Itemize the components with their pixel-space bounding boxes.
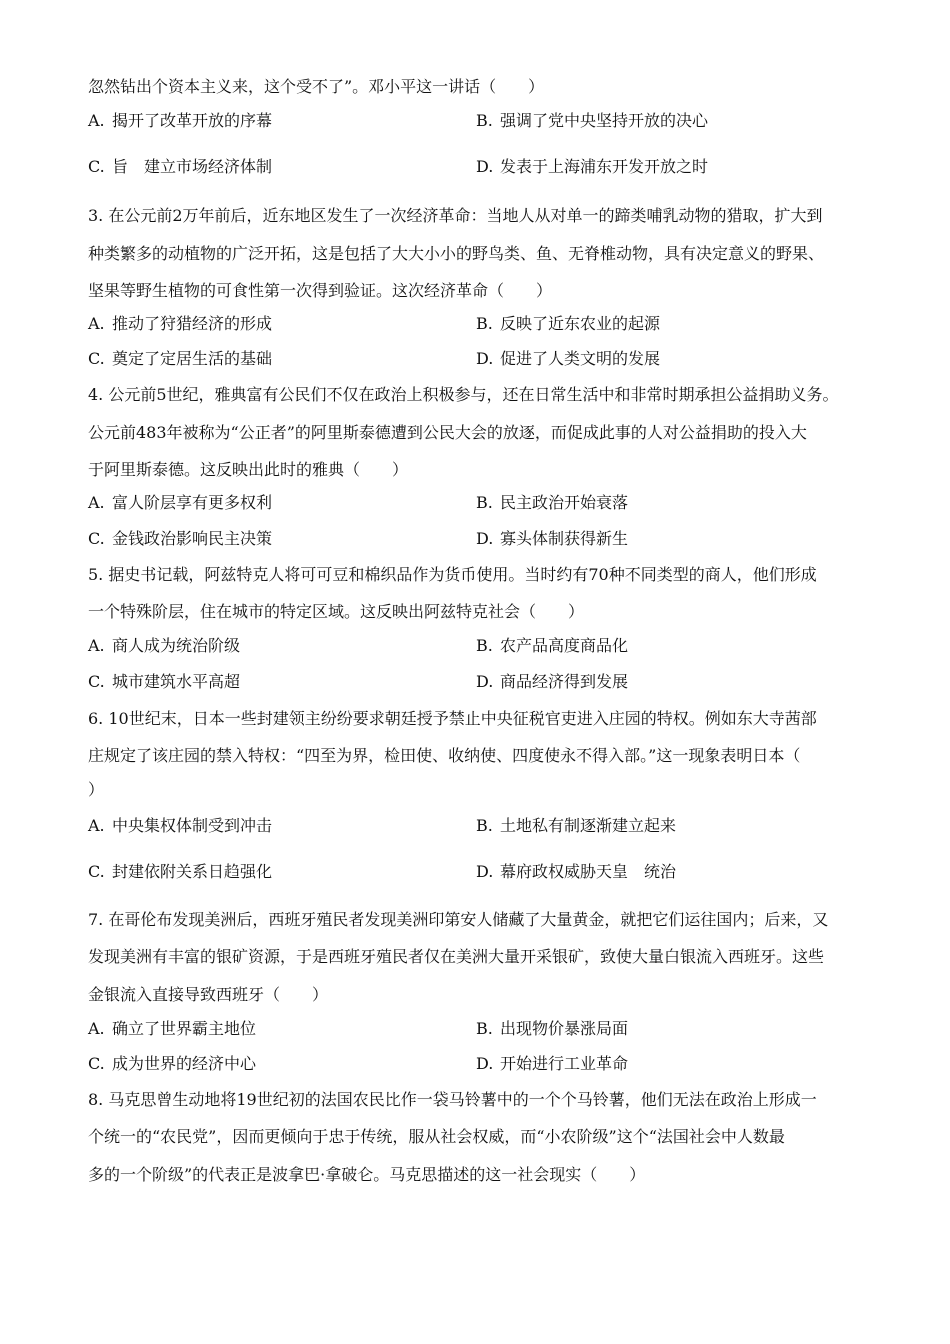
q2-option-c[interactable]: C. 旨 建立市场经济体制 [88,157,273,176]
q4-option-a[interactable]: A. 富人阶层享有更多权利 [88,493,273,512]
q6-stem-line-3: ） [88,780,105,799]
q5-option-a[interactable]: A. 商人成为统治阶级 [88,636,241,655]
q6-option-c[interactable]: C. 封建依附关系日趋强化 [88,862,273,881]
q4-stem-line-2: 公元前483年被称为“公正者”的阿里斯泰德遭到公民大会的放逐，而促成此事的人对公益捐助的投入大 [88,423,807,442]
q8-stem-line-1: 8. 马克思曾生动地将19世纪初的法国农民比作一袋马铃薯中的一个个马铃薯，他们无法在政治上形成一 [88,1090,817,1109]
q2-option-a[interactable]: A. 揭开了改革开放的序幕 [88,111,273,130]
q4-option-c[interactable]: C. 金钱政治影响民主决策 [88,529,273,548]
q4-option-b[interactable]: B. 民主政治开始衰落 [476,493,629,512]
q3-option-d[interactable]: D. 促进了人类文明的发展 [476,349,661,368]
q3-option-b[interactable]: B. 反映了近东农业的起源 [476,314,661,333]
q7-stem-line-3: 金银流入直接导致西班牙（ ） [88,985,329,1004]
q2-stem-line-1: 忽然钻出个资本主义来，这个受不了”。邓小平这一讲话（ ） [88,77,545,96]
q5-option-c[interactable]: C. 城市建筑水平高超 [88,672,241,691]
q7-option-d[interactable]: D. 开始进行工业革命 [476,1054,629,1073]
q2-option-b[interactable]: B. 强调了党中央坚持开放的决心 [476,111,709,130]
q5-option-b[interactable]: B. 农产品高度商品化 [476,636,629,655]
q3-stem-line-2: 种类繁多的动植物的广泛开拓，这是包括了大大小小的野鸟类、鱼、无脊椎动物，具有决定意义的野果、 [88,244,825,263]
q7-stem-line-2: 发现美洲有丰富的银矿资源，于是西班牙殖民者仅在美洲大量开采银矿，致使大量白银流入西班牙。这些 [88,947,825,966]
q6-option-b[interactable]: B. 土地私有制逐渐建立起来 [476,816,677,835]
q7-stem-line-1: 7. 在哥伦布发现美洲后，西班牙殖民者发现美洲印第安人储藏了大量黄金，就把它们运往国内；后来，又 [88,910,829,929]
q6-option-d[interactable]: D. 幕府政权威胁天皇 统治 [476,862,677,881]
q8-stem-line-3: 多的一个阶级”的代表正是波拿巴·拿破仑。马克思描述的这一社会现实（ ） [88,1165,646,1184]
q8-stem-line-2: 个统一的“农民党”，因而更倾向于忠于传统，服从社会权威，而“小农阶级”这个“法国社会中人数最 [88,1127,785,1146]
q5-stem-line-1: 5. 据史书记载，阿兹特克人将可可豆和棉织品作为货币使用。当时约有70种不同类型的商人，他们形成 [88,565,817,584]
q6-stem-line-1: 6. 10世纪末，日本一些封建领主纷纷要求朝廷授予禁止中央征税官吏进入庄园的特权。例如东大寺茜部 [88,709,817,728]
q3-option-c[interactable]: C. 奠定了定居生活的基础 [88,349,273,368]
q4-stem-line-1: 4. 公元前5世纪，雅典富有公民们不仅在政治上积极参与，还在日常生活中和非常时期承担公益捐助义务。 [88,385,839,404]
q4-stem-line-3: 于阿里斯泰德。这反映出此时的雅典（ ） [88,460,409,479]
q5-stem-line-2: 一个特殊阶层，住在城市的特定区域。这反映出阿兹特克社会（ ） [88,602,585,621]
q3-stem-line-1: 3. 在公元前2万年前后，近东地区发生了一次经济革命：当地人从对单一的蹄类哺乳动物的猎取，扩大到 [88,206,823,225]
q3-option-a[interactable]: A. 推动了狩猎经济的形成 [88,314,273,333]
q2-option-d[interactable]: D. 发表于上海浦东开发开放之时 [476,157,709,176]
q6-option-a[interactable]: A. 中央集权体制受到冲击 [88,816,273,835]
q7-option-a[interactable]: A. 确立了世界霸主地位 [88,1019,257,1038]
q4-option-d[interactable]: D. 寡头体制获得新生 [476,529,629,548]
q3-stem-line-3: 坚果等野生植物的可食性第一次得到验证。这次经济革命（ ） [88,281,553,300]
q6-stem-line-2: 庄规定了该庄园的禁入特权：“四至为界，检田使、收纳使、四度使永不得入部。”这一现象表明日本（ [88,746,801,765]
q7-option-b[interactable]: B. 出现物价暴涨局面 [476,1019,629,1038]
q7-option-c[interactable]: C. 成为世界的经济中心 [88,1054,257,1073]
q5-option-d[interactable]: D. 商品经济得到发展 [476,672,629,691]
